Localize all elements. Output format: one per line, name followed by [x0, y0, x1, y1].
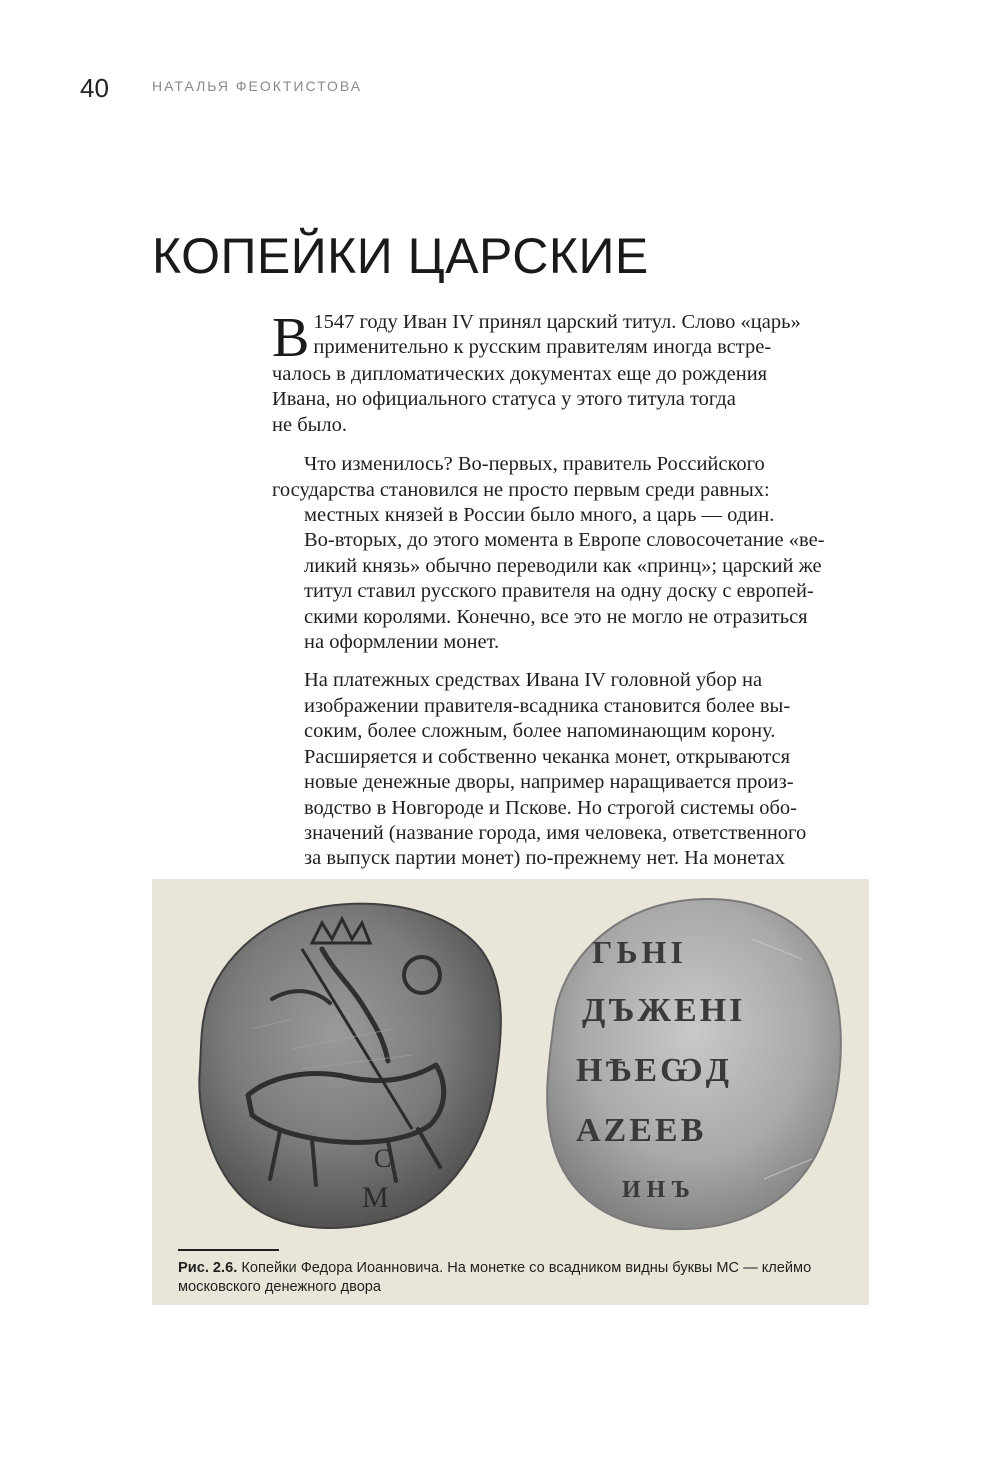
chapter-title: КОПЕЙКИ ЦАРСКИЕ [152, 228, 649, 284]
text-line: титул ставил русского правителя на одну доску с европей- [304, 580, 814, 603]
running-head-author: НАТАЛЬЯ ФЕОКТИСТОВА [152, 78, 363, 94]
text-line: 1547 году Иван IV принял царский титул. Слово «царь» [313, 311, 801, 333]
text-line: Во-вторых, до этого момента в Европе словосочетание «ве- [304, 529, 825, 552]
svg-text:АZЕЕВ: АZЕЕВ [576, 1112, 707, 1149]
text-line: чалось в дипломатических документах еще до рождения [272, 363, 768, 385]
paragraph-3 [272, 668, 864, 871]
drop-cap: В [272, 307, 310, 369]
svg-text:ДЪЖЕНІ: ДЪЖЕНІ [582, 992, 746, 1029]
svg-text:НѢЕѠД: НѢЕѠД [576, 1052, 732, 1089]
svg-text:С: С [374, 1144, 392, 1173]
svg-text:ИНЪ: ИНЪ [622, 1177, 696, 1203]
text-line: Что изменилось? Во-первых, правитель Российского [304, 453, 765, 476]
text-line: на оформлении монет. [304, 631, 500, 654]
paragraph-1 [272, 307, 864, 438]
coin-reverse-inscription [547, 899, 841, 1229]
svg-text:М: М [362, 1181, 389, 1214]
caption-label: Рис. 2.6. [178, 1260, 238, 1276]
svg-text:ГЬНІ: ГЬНІ [592, 934, 687, 970]
text-line: соким, более сложным, более напоминающим корону. [304, 720, 776, 743]
text-line: значений (название города, имя человека, ответственного [304, 821, 807, 844]
text-line: ликий князь» обычно переводили как «принц»; царский же [304, 554, 822, 577]
text-line: местных князей в России было много, а царь — один. [304, 504, 775, 527]
text-line: за выпуск партии монет) по-прежнему нет. На монетах [304, 847, 786, 870]
figure-2-6 [152, 879, 869, 1305]
text-line: Расширяется и собственно чеканка монет, открываются [304, 745, 791, 768]
text-line: скими королями. Конечно, все это не могло не отразиться [304, 605, 808, 628]
text-line: изображении правителя-всадника становится более вы- [304, 694, 791, 717]
page-number: 40 [80, 73, 109, 103]
paragraph-2 [272, 452, 864, 655]
text-line: водство в Новгороде и Пскове. Но строгой системы обо- [304, 796, 798, 819]
coin-obverse-rider [199, 904, 501, 1228]
caption-text: Копейки Федора Иоанновича. На монетке со всадником видны буквы МС — клеймо московского денежного двора [178, 1260, 812, 1295]
text-line: применительно к русским правителям иногда встре- [313, 336, 772, 359]
text-line: не было. [272, 413, 348, 436]
text-line: новые денежные дворы, например наращивается произ- [304, 771, 794, 794]
body-text [272, 307, 864, 885]
figure-caption [178, 1259, 848, 1297]
text-line: Ивана, но официального статуса у этого титула тогда [272, 388, 736, 411]
text-line: государства становился не просто первым среди равных: [272, 478, 770, 501]
text-line: На платежных средствах Ивана IV головной убор на [304, 669, 763, 692]
coins-photo [152, 879, 869, 1249]
caption-rule [178, 1249, 279, 1251]
